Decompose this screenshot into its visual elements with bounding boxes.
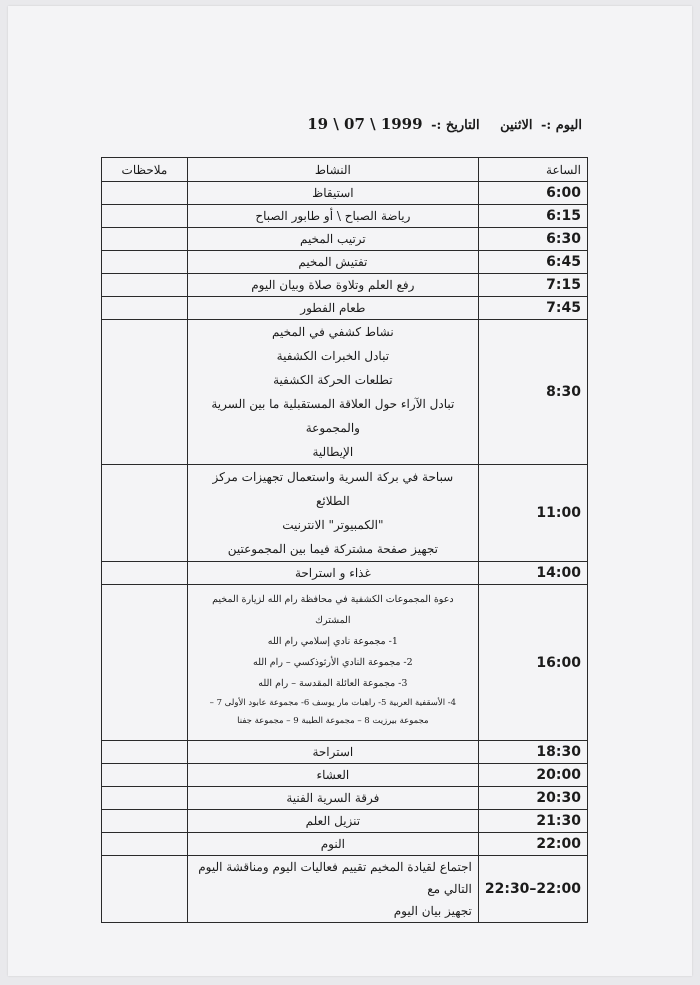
schedule-table [101, 157, 588, 923]
activity-line: تبادل الخبرات الكشفية [276, 349, 390, 363]
row-time: 21:30 [478, 810, 587, 833]
row-notes [102, 741, 188, 764]
table-row [102, 810, 588, 833]
header-time: الساعة [478, 158, 587, 182]
row-time: 11:00 [478, 465, 587, 562]
activity-line: اجتماع لقيادة المخيم تقييم فعاليات اليوم ومناقشة اليوم التالي مع [198, 860, 472, 896]
row-notes [102, 856, 188, 923]
day-value: الاثنين [500, 118, 533, 133]
row-time: 18:30 [478, 741, 587, 764]
table-row [102, 205, 588, 228]
table-row [102, 562, 588, 585]
table-row [102, 274, 588, 297]
table-row [102, 787, 588, 810]
row-notes [102, 297, 188, 320]
row-notes [102, 764, 188, 787]
day-date-header [307, 115, 582, 133]
table-row [102, 741, 588, 764]
table-row [102, 585, 588, 741]
table-row [102, 764, 588, 787]
day-label: اليوم :- [541, 118, 582, 133]
row-activity: ترتيب المخيم [187, 228, 478, 251]
row-notes [102, 562, 188, 585]
row-notes [102, 320, 188, 465]
row-activity [187, 320, 478, 465]
header-notes: ملاحظات [102, 158, 188, 182]
row-time: 8:30 [478, 320, 587, 465]
row-time: 16:00 [478, 585, 587, 741]
activity-line: الإيطالية [312, 445, 354, 459]
row-time: 7:15 [478, 274, 587, 297]
row-time: 6:00 [478, 182, 587, 205]
date-value: 19 \ 07 \ 1999 [307, 115, 423, 133]
row-notes [102, 810, 188, 833]
row-notes [102, 228, 188, 251]
header-activity: النشاط [187, 158, 478, 182]
row-activity: رياضة الصباح \ أو طابور الصباح [187, 205, 478, 228]
row-activity: رفع العلم وتلاوة صلاة وبيان اليوم [187, 274, 478, 297]
row-activity: غذاء و استراحة [187, 562, 478, 585]
activity-line: تطلعات الحركة الكشفية [273, 373, 393, 387]
row-activity [187, 585, 478, 741]
row-time: 6:15 [478, 205, 587, 228]
activity-line: دعوة المجموعات الكشفية في محافظة رام الله لزيارة المخيم المشترك [212, 594, 454, 626]
activity-line: نشاط كشفي في المخيم [271, 325, 394, 339]
activity-line: "الكمبيوتر" الانترنيت [282, 518, 384, 532]
row-time: 7:45 [478, 297, 587, 320]
row-notes [102, 274, 188, 297]
activity-line: سباحة في بركة السرية واستعمال تجهيزات مركز الطلائع [212, 470, 454, 508]
activity-line: تبادل الآراء حول العلاقة المستقبلية ما بين السرية والمجموعة [211, 397, 455, 435]
row-notes [102, 465, 188, 562]
row-activity: النوم [187, 833, 478, 856]
date-label: التاريخ :- [431, 118, 480, 133]
row-notes [102, 585, 188, 741]
activity-line: تجهيز صفحة مشتركة فيما بين المجموعتين [227, 542, 438, 556]
table-row [102, 320, 588, 465]
row-time: 22:00 [478, 833, 587, 856]
activity-line: مجموعة بيرزيت 8 – مجموعة الطيبة 9 – مجموعة جفنا [237, 716, 429, 726]
table-row [102, 297, 588, 320]
table-row [102, 228, 588, 251]
table-row [102, 465, 588, 562]
row-notes [102, 787, 188, 810]
row-activity: العشاء [187, 764, 478, 787]
row-time: 6:45 [478, 251, 587, 274]
row-time: 20:30 [478, 787, 587, 810]
activity-line: تجهيز بيان اليوم [393, 904, 472, 918]
row-activity: طعام الفطور [187, 297, 478, 320]
row-time: 14:00 [478, 562, 587, 585]
row-notes [102, 251, 188, 274]
activity-line: 4- الأسقفية العربية 5- راهبات مار يوسف 6- مجموعة عابود الأولى 7 – [209, 698, 457, 708]
row-notes [102, 833, 188, 856]
activity-line: 1- مجموعة نادي إسلامي رام الله [267, 636, 398, 647]
row-notes [102, 182, 188, 205]
row-activity: تفتيش المخيم [187, 251, 478, 274]
row-time: 22:30–22:00 [478, 856, 587, 923]
row-activity [187, 465, 478, 562]
row-activity: استراحة [187, 741, 478, 764]
row-activity: استيقاظ [187, 182, 478, 205]
row-notes [102, 205, 188, 228]
row-time: 6:30 [478, 228, 587, 251]
table-row [102, 833, 588, 856]
table-header-row [102, 158, 588, 182]
activity-line: 3- مجموعة العائلة المقدسة – رام الله [258, 678, 408, 689]
row-activity: تنزيل العلم [187, 810, 478, 833]
activity-line: 2- مجموعة النادي الأرثوذكسي – رام الله [253, 657, 413, 668]
row-time: 20:00 [478, 764, 587, 787]
row-activity: فرقة السرية الفنية [187, 787, 478, 810]
table-row [102, 856, 588, 923]
table-row [102, 182, 588, 205]
row-activity [187, 856, 478, 923]
table-row [102, 251, 588, 274]
